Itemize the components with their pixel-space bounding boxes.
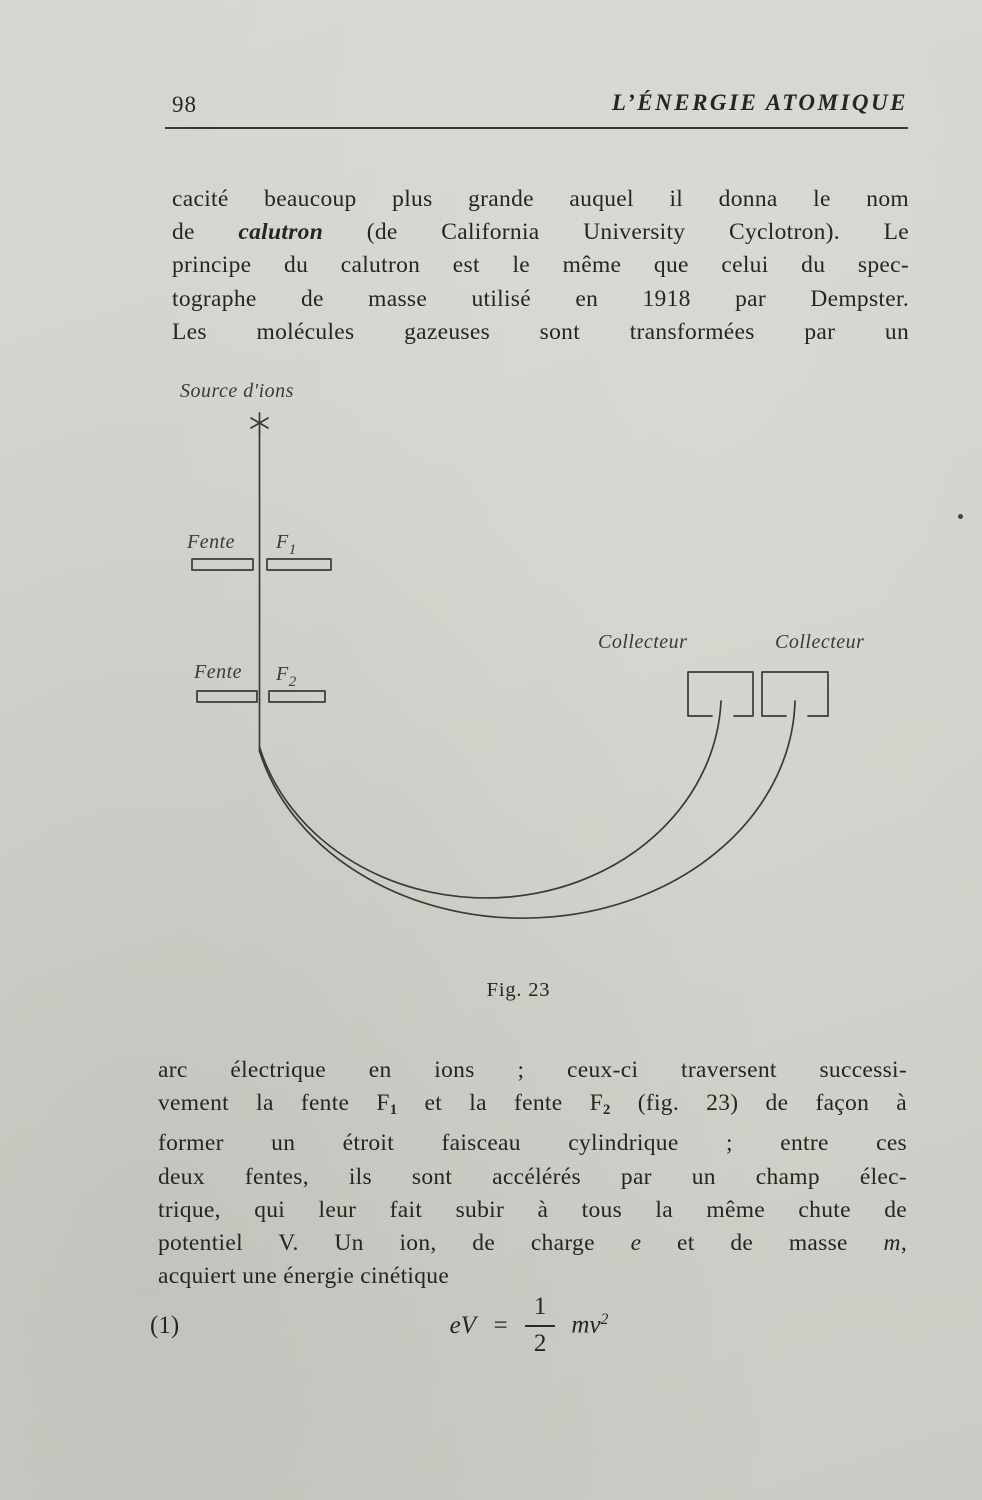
equation-1	[150, 1293, 908, 1359]
page-number: 98	[172, 92, 197, 117]
equation-lhs: eV	[449, 1311, 477, 1339]
running-header-title: L’ÉNERGIE ATOMIQUE	[611, 90, 908, 115]
ion-source-marker-icon	[251, 413, 268, 433]
figure-diagram	[0, 375, 982, 980]
term-calutron: calutron	[238, 219, 324, 246]
text-line: vement la fente F1 et la fente F2 (fig. 23) de façon à	[158, 1090, 908, 1119]
paragraph-1	[172, 183, 909, 349]
figure-caption: Fig. 23	[486, 979, 551, 1001]
slit2-symbol: $F_2$	[276, 663, 297, 690]
beam-path-outer	[260, 701, 796, 918]
beam-path-inner	[260, 701, 722, 898]
fraction	[525, 1293, 556, 1359]
var-e: e	[630, 1230, 642, 1257]
slit1-left-plate	[192, 559, 253, 570]
slit2-right-plate	[269, 691, 325, 702]
slit1-symbol: $F_1$	[276, 531, 297, 558]
source-label: Source d'ions	[180, 380, 294, 402]
text-line: acquiert une énergie cinétique	[158, 1263, 450, 1290]
collector1-label: Collecteur	[598, 631, 688, 653]
fraction-numerator: 1	[525, 1293, 556, 1327]
equals-sign: =	[492, 1311, 509, 1339]
equation-rhs: $mv^2$	[571, 1311, 609, 1339]
text-line: de calutron (de California University Cyclotron). Le	[172, 219, 909, 246]
slit1-right-plate	[267, 559, 331, 570]
text-line: principe du calutron est le même que celui du spec-	[172, 252, 909, 279]
equation-number: (1)	[150, 1311, 180, 1339]
calutron-schematic	[0, 375, 982, 980]
var-m: m	[883, 1230, 901, 1257]
paragraph-2	[158, 1054, 907, 1294]
text-line: former un étroit faisceau cylindrique ; entre ces	[158, 1130, 907, 1157]
text-line: trique, qui leur fait subir à tous la même chute de	[158, 1196, 907, 1223]
equation-body	[150, 1293, 908, 1359]
text-line: arc électrique en ions ; ceux-ci traversent successi-	[158, 1057, 907, 1083]
slit2-left-plate	[197, 691, 257, 702]
text-line: cacité beaucoup plus grande auquel il donna le nom	[172, 186, 909, 212]
text-line: deux fentes, ils sont accélérés par un champ élec-	[158, 1163, 907, 1190]
fraction-denominator: 2	[533, 1329, 547, 1357]
text-line: potentiel V. Un ion, de charge e et de masse m,	[158, 1230, 907, 1257]
header-rule	[165, 127, 908, 129]
slit1-label: Fente	[187, 531, 236, 553]
text-line: tographe de masse utilisé en 1918 par Dempster.	[172, 285, 909, 312]
text-line: Les molécules gazeuses sont transformées par un	[172, 318, 909, 345]
slit2-label: Fente	[194, 661, 243, 683]
collector2-label: Collecteur	[775, 631, 865, 653]
scan-artifact-dot	[958, 514, 963, 519]
